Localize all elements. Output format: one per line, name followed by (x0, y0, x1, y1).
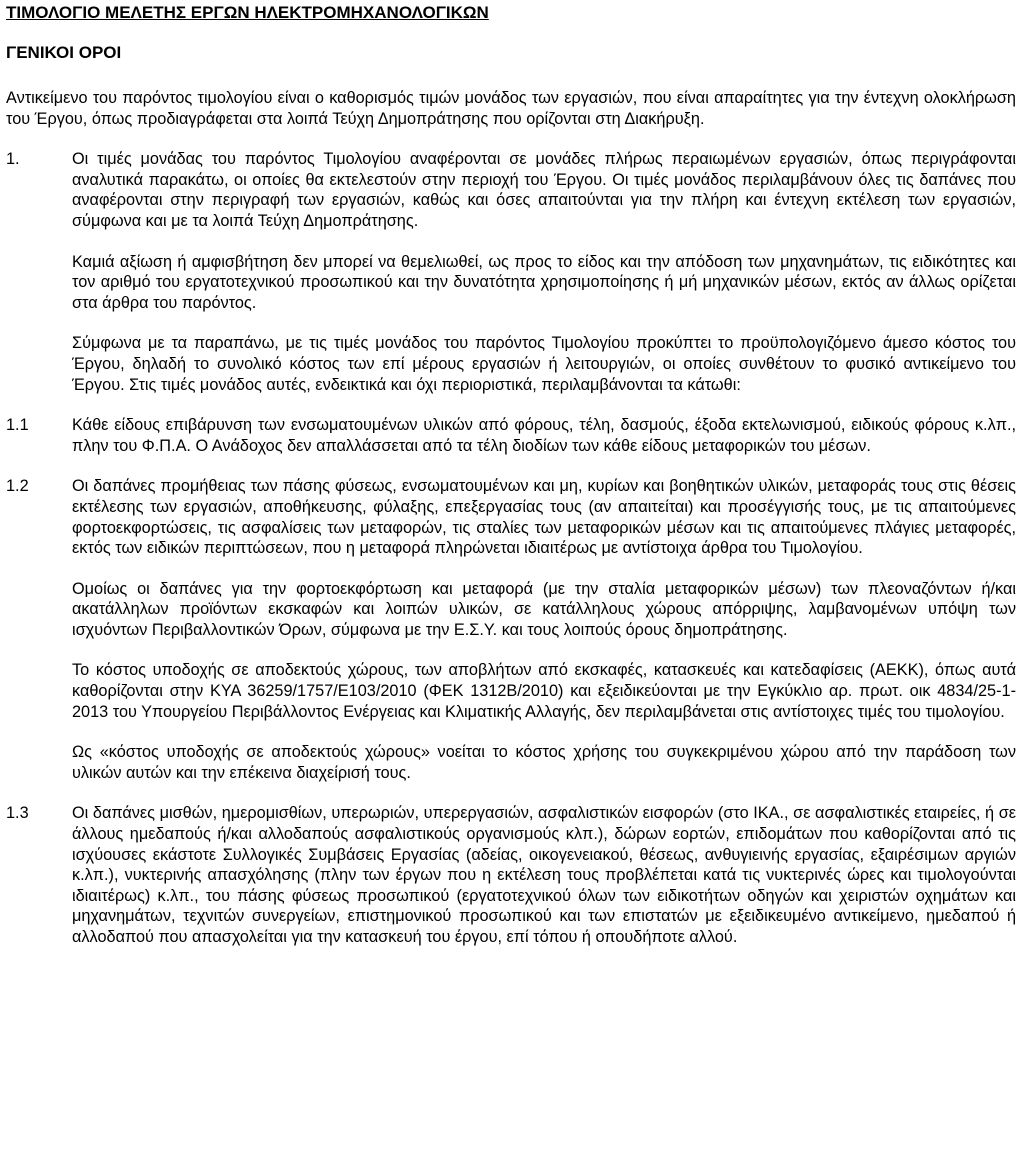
clause-number: 1. (6, 150, 20, 169)
clause-number: 1.1 (6, 416, 29, 435)
clause-1-2 (6, 476, 1016, 783)
section-heading: ΓΕΝΙΚΟΙ ΟΡΟΙ (6, 43, 122, 62)
clause-body (72, 415, 1016, 456)
clause-number: 1.2 (6, 477, 29, 496)
clause-body (72, 803, 1016, 947)
clause-paragraph: Κάθε είδους επιβάρυνση των ενσωματουμένων υλικών από φόρους, τέλη, δασμούς, έξοδα εκτελωνισμού, ειδικούς φόρους κ.λπ., πλην του Φ.Π.Α. Ο Ανάδοχος δεν απαλλάσσεται από τα τέλη διοδίων των κάθε είδους μεταφορικών του μέσων. (72, 416, 1016, 455)
clause-paragraph: Το κόστος υποδοχής σε αποδεκτούς χώρους, των αποβλήτων από εκσκαφές, κατασκευές και κατεδαφίσεις (ΑΕΚΚ), όπως αυτά καθορίζονται στην ΚΥΑ 36259/1757/E103/2010 (ΦΕΚ 1312Β/2010) και εξειδικεύονται με την Εγκύκλιο αρ. πρωτ. οικ 4834/25-1-2013 του Υπουργείου Περιβάλλοντος Ενέργειας και Κλιματικής Αλλαγής, δεν περιλαμβάνεται στις αντίστοιχες τιμές του τιμολογίου. (72, 661, 1016, 721)
clause-paragraph: Οι δαπάνες μισθών, ημερομισθίων, υπερωριών, υπερεργασιών, ασφαλιστικών εισφορών (στο ΙΚΑ., σε ασφαλιστικές εταιρείες, ή σε άλλους ημεδαπούς ή/και αλλοδαπούς ασφαλιστικούς οργανισμούς κλπ.), δώρων εορτών, επιδομάτων που καθορίζονται από τις ισχύουσες εκάστοτε Συλλογικές Συμβάσεις Εργασίας (αδείας, οικογενειακού, θέσεως, ανθυγιεινής εργασίας, εξαιρέσιμων αργιών κ.λπ.), νυκτερινής απασχόλησης (πλην των έργων που η εκτέλεση τους προβλέπεται κατά τις νυκτερινές ώρες και τιμολογούνται ιδιαιτέρως) κ.λπ., του πάσης φύσεως προσωπικού (εργατοτεχνικού όλων των ειδικοτήτων οδηγών και χειριστών οχημάτων και μηχανημάτων, τεχνιτών συνεργείων, επιστημονικού προσωπικού και των επιστατών με εξειδικευμένο αντικείμενο, ημεδαπού ή αλλοδαπού που απασχολείται για την κατασκευή του έργου, επί τόπου ή οπουδήποτε αλλού. (72, 804, 1016, 946)
clause-1 (6, 149, 1016, 395)
document-page (6, 0, 1016, 948)
clause-paragraph: Οι δαπάνες προμήθειας των πάσης φύσεως, ενσωματουμένων και μη, κυρίων και βοηθητικών υλικών, μεταφοράς τους στις θέσεις εκτέλεσης των εργασιών, αποθήκευσης, φύλαξης, επεξεργασίας τους (αν απαιτείται) και προσέγγισής τους, με τις απαιτούμενες φορτοεκφορτώσεις, τις ασφαλίσεις των μεταφορών, τις σταλίες των μεταφορικών μέσων και τις απαιτούμενες πλάγιες μεταφορές, εκτός των ειδικών περιπτώσεων, που η μεταφορά πληρώνεται ιδιαιτέρως με αντίστοιχα άρθρα του Τιμολογίου. (72, 477, 1016, 558)
clause-body (72, 476, 1016, 783)
clause-1-3 (6, 803, 1016, 947)
clause-paragraph: Καμιά αξίωση ή αμφισβήτηση δεν μπορεί να θεμελιωθεί, ως προς το είδος και την απόδοση των μηχανημάτων, τις ειδικότητες και τον αριθμό του εργατοτεχνικού προσωπικού και την δυνατότητα χρησιμοποίησης ή μή μηχανικών μέσων, εκτός αν άλλως ορίζεται στα άρθρα του παρόντος. (72, 252, 1016, 312)
clause-1-1 (6, 415, 1016, 456)
intro-paragraph: Αντικείμενο του παρόντος τιμολογίου είναι ο καθορισμός τιμών μονάδος των εργασιών, που είναι απαραίτητες για την έντεχνη ολοκλήρωση του Έργου, όπως προδιαγράφεται στα λοιπά Τεύχη Δημοπράτησης που ορίζονται στη Διακήρυξη. (6, 89, 1016, 128)
clause-number: 1.3 (6, 804, 29, 823)
clause-paragraph: Οι τιμές μονάδας του παρόντος Τιμολογίου αναφέρονται σε μονάδες πλήρως περαιωμένων εργασιών, όπως περιγράφονται αναλυτικά παρακάτω, οι οποίες θα εκτελεστούν στην περιοχή του Έργου. Οι τιμές μονάδος περιλαμβάνουν όλες τις δαπάνες που αναφέρονται στην περιγραφή των εργασιών, καθώς και όσες απαιτούνται για την πλήρη και έντεχνη εκτέλεση των εργασιών, σύμφωνα και με τα λοιπά Τεύχη Δημοπράτησης. (72, 150, 1016, 230)
clause-paragraph: Ομοίως οι δαπάνες για την φορτοεκφόρτωση και μεταφορά (με την σταλία μεταφορικών μέσων) των πλεοναζόντων ή/και ακατάλληλων προϊόντων εκσκαφών και λοιπών υλικών, σε κατάλληλους χώρους απόρριψης, λαμβανομένων υπόψη των ισχυόντων Περιβαλλοντικών Όρων, σύμφωνα με την Ε.Σ.Υ. και τους λοιπούς όρους δημοπράτησης. (72, 579, 1016, 639)
clause-paragraph: Σύμφωνα με τα παραπάνω, με τις τιμές μονάδος του παρόντος Τιμολογίου προκύπτει το προϋπολογιζόμενο άμεσο κόστος του Έργου, δηλαδή το συνολικό κόστος των επί μέρους εργασιών ή λειτουργιών, οι οποίες συνθέτουν το φυσικό αντικείμενο του Έργου. Στις τιμές μονάδος αυτές, ενδεικτικά και όχι περιοριστικά, περιλαμβάνονται τα κάτωθι: (72, 334, 1016, 394)
clause-body (72, 149, 1016, 395)
clause-paragraph: Ως «κόστος υποδοχής σε αποδεκτούς χώρους» νοείται το κόστος χρήσης του συγκεκριμένου χώρου από την παράδοση των υλικών αυτών και την επέκεινα διαχείρισή τους. (72, 743, 1016, 782)
document-title: ΤΙΜΟΛΟΓΙΟ ΜΕΛΕΤΗΣ ΕΡΓΩΝ ΗΛΕΚΤΡΟΜΗΧΑΝΟΛΟΓΙΚΩΝ (6, 3, 489, 22)
